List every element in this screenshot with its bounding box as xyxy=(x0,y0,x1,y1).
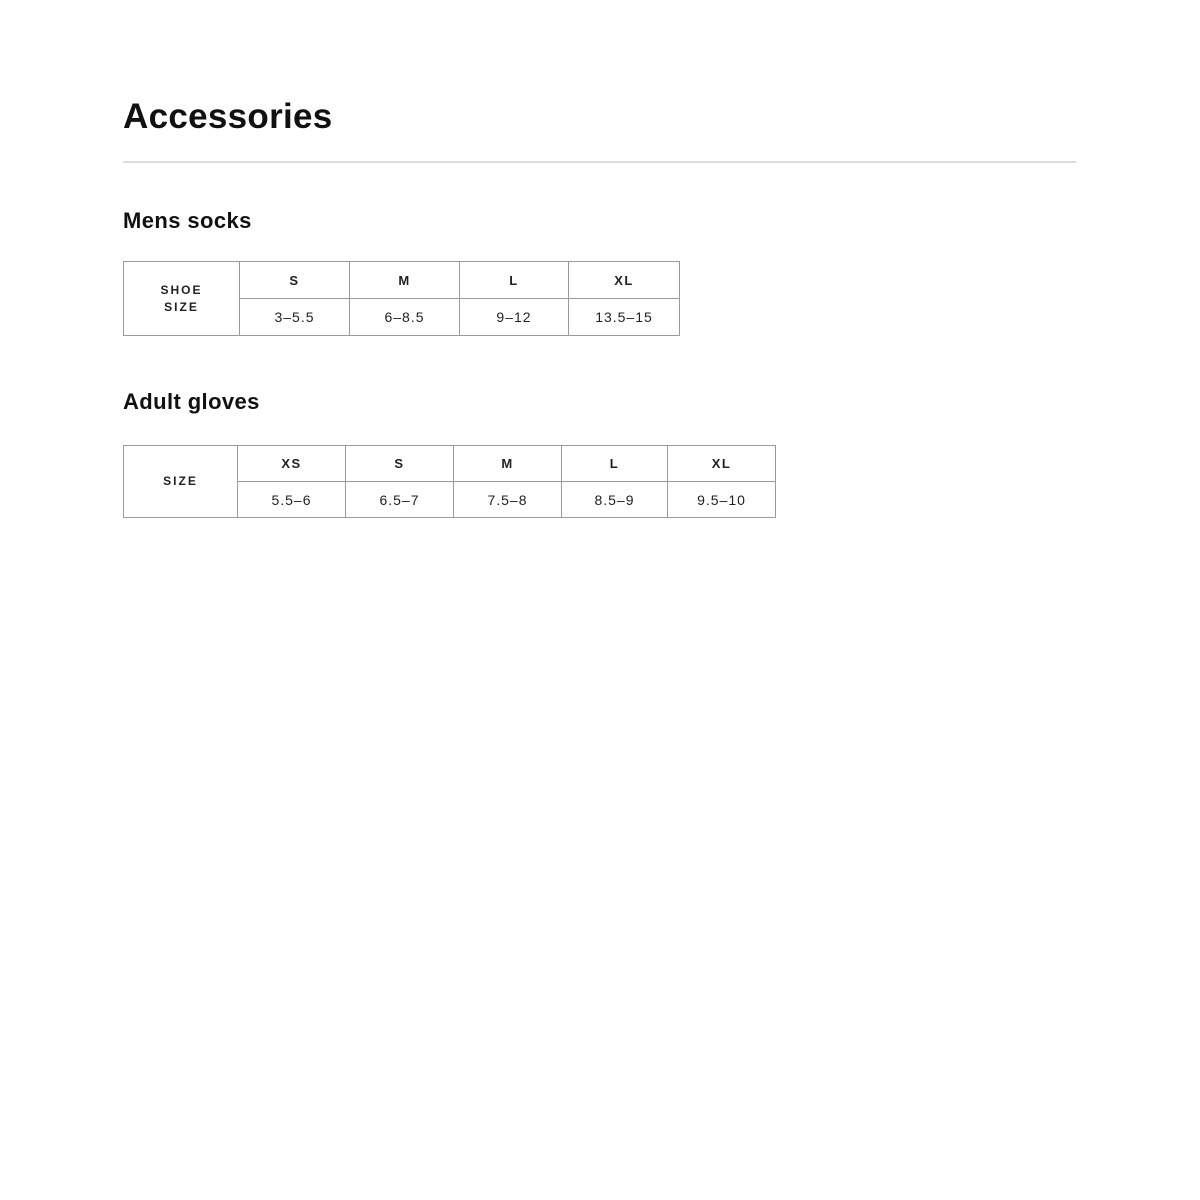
adult-gloves-size-table xyxy=(123,445,776,518)
size-label-cell: M xyxy=(454,446,562,482)
size-label-cell: S xyxy=(240,262,350,299)
size-label-cell: L xyxy=(460,262,569,299)
size-range-cell: 3–5.5 xyxy=(240,299,350,336)
size-range-cell: 6–8.5 xyxy=(350,299,460,336)
size-label-cell: S xyxy=(346,446,454,482)
adult-gloves-heading: Adult gloves xyxy=(123,389,260,414)
size-row-header: SIZE xyxy=(124,446,238,518)
shoe-size-row-header xyxy=(124,262,240,336)
size-range-cell: 13.5–15 xyxy=(569,299,680,336)
table-row xyxy=(124,446,776,482)
mens-socks-size-table xyxy=(123,261,680,336)
size-range-cell: 8.5–9 xyxy=(562,482,668,518)
title-divider xyxy=(123,161,1076,163)
size-range-cell: 9–12 xyxy=(460,299,569,336)
row-header-line: SHOE xyxy=(160,282,203,297)
size-label-cell: M xyxy=(350,262,460,299)
size-range-cell: 9.5–10 xyxy=(668,482,776,518)
size-label-cell: XL xyxy=(569,262,680,299)
size-label-cell: L xyxy=(562,446,668,482)
row-header-line: SIZE xyxy=(164,299,199,314)
size-range-cell: 5.5–6 xyxy=(238,482,346,518)
table-row xyxy=(124,262,680,299)
size-label-cell: XL xyxy=(668,446,776,482)
size-label-cell: XS xyxy=(238,446,346,482)
page-title: Accessories xyxy=(123,97,333,136)
size-range-cell: 6.5–7 xyxy=(346,482,454,518)
size-range-cell: 7.5–8 xyxy=(454,482,562,518)
mens-socks-heading: Mens socks xyxy=(123,208,252,233)
